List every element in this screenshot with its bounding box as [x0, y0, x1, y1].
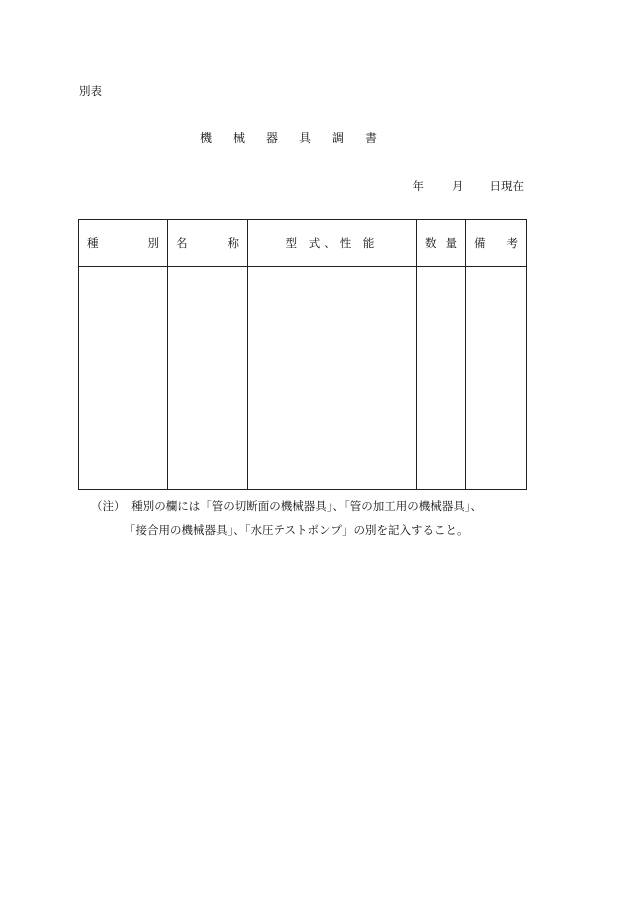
cell-type — [79, 267, 168, 490]
page-label: 別表 — [79, 84, 102, 98]
header-quantity-char2: 量 — [445, 236, 457, 250]
table-row — [79, 267, 527, 490]
header-name-char2: 称 — [227, 236, 239, 250]
header-name — [168, 220, 248, 267]
footnote-line-2: 「接合用の機械器具」、「水圧テストポンプ」の別を記入すること。 — [124, 523, 469, 537]
cell-quantity — [417, 267, 466, 490]
header-model — [248, 220, 417, 267]
month-label: 月 — [452, 179, 464, 193]
header-remarks-char1: 備 — [474, 236, 486, 250]
date-line — [413, 178, 525, 194]
header-remarks-char2: 考 — [506, 236, 518, 250]
header-remarks — [466, 220, 527, 267]
equipment-table — [78, 219, 527, 490]
document-title: 機械器具調書 — [200, 131, 399, 145]
footnote-line-1: （注） 種別の欄には「管の切断面の機械器具」、「管の加工用の機械器具」、 — [91, 499, 482, 513]
year-label: 年 — [412, 179, 424, 193]
header-name-char1: 名 — [176, 236, 188, 250]
header-type-char2: 別 — [147, 236, 159, 250]
footnote — [91, 494, 482, 542]
header-quantity-char1: 数 — [425, 236, 437, 250]
cell-remarks — [466, 267, 527, 490]
cell-name — [168, 267, 248, 490]
header-model-label: 型 式、性 能 — [285, 236, 379, 250]
header-type-char1: 種 — [87, 236, 99, 250]
table-header-row — [79, 220, 527, 267]
day-label: 日現在 — [489, 179, 524, 193]
header-type — [79, 220, 168, 267]
header-quantity — [417, 220, 466, 267]
cell-model — [248, 267, 417, 490]
